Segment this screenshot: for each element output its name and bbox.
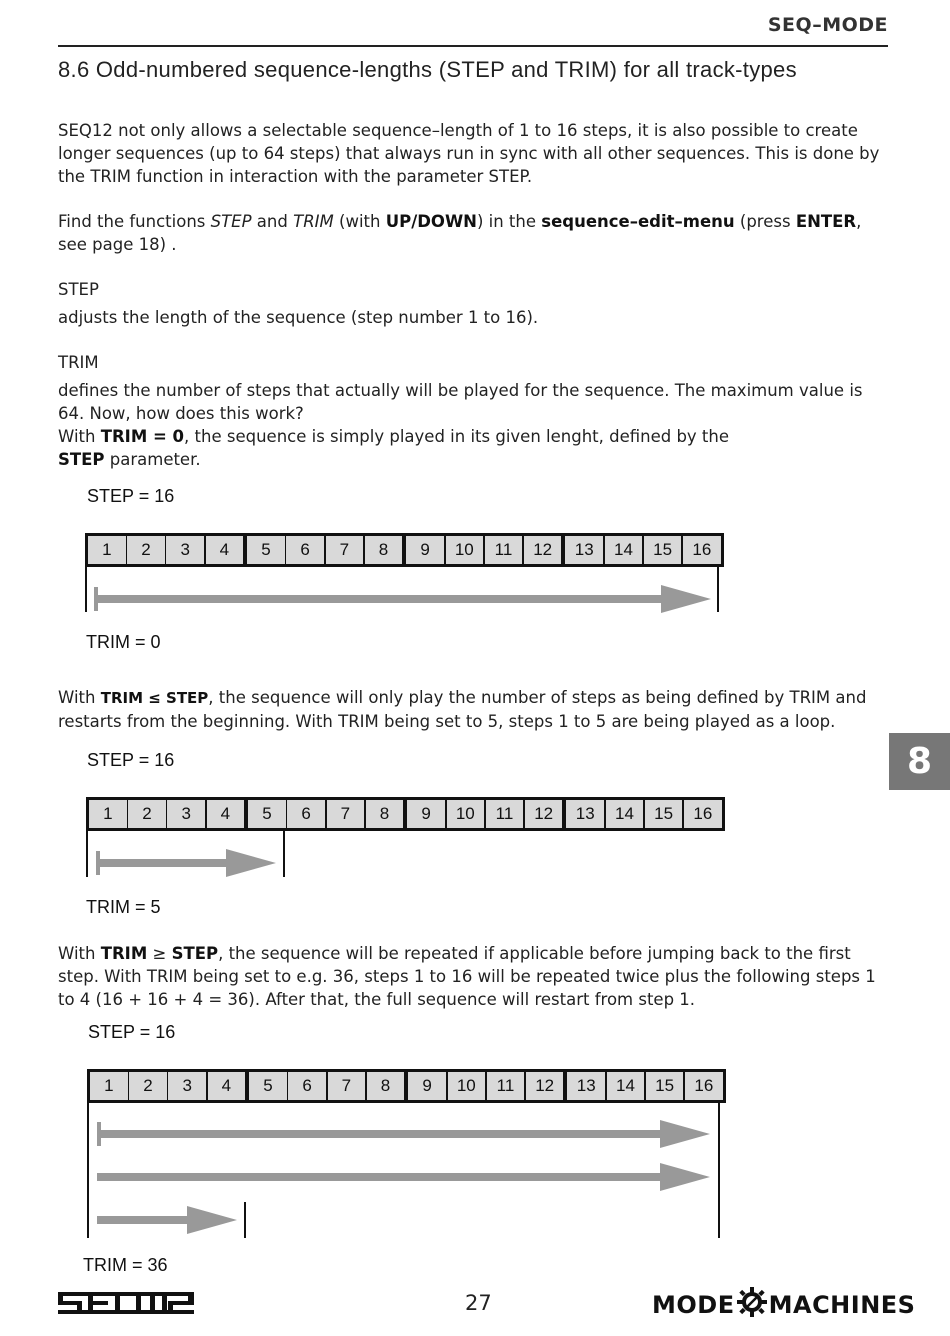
step-cell: 2 — [128, 800, 166, 828]
trim-le-text-1: With — [58, 688, 101, 707]
step-cell: 12 — [525, 800, 563, 828]
step-term: STEP — [58, 280, 99, 299]
step-cell: 13 — [566, 800, 604, 828]
modemachines-logo — [652, 1287, 915, 1323]
trim-zero-text-2: , the sequence is simply played in its given lenght, defined by the — [184, 427, 730, 446]
trim-term: TRIM — [58, 353, 99, 372]
step-cell: 14 — [605, 536, 643, 564]
find-text-6: , see page 18) . — [58, 212, 862, 254]
trim-zero-text-3: parameter. — [104, 450, 201, 469]
step-cell: 16 — [683, 536, 721, 564]
seq12-logo — [58, 1292, 194, 1314]
find-text-1: Find the functions — [58, 212, 211, 231]
step-cell: 5 — [249, 1072, 287, 1100]
step-cell: 1 — [89, 800, 127, 828]
step-cell: 10 — [447, 800, 485, 828]
step-cell: 7 — [328, 1072, 366, 1100]
diagram1-left-line — [85, 564, 87, 612]
trim-ge-bold-step: STEP — [171, 944, 219, 963]
step-cell: 7 — [326, 536, 364, 564]
diagram3-step-label: STEP = 16 — [88, 1022, 176, 1042]
find-enter: ENTER — [795, 212, 857, 231]
find-paragraph — [58, 210, 893, 256]
step-cell: 4 — [207, 800, 245, 828]
step-cell: 5 — [248, 800, 286, 828]
find-text-2: and — [251, 212, 294, 231]
trim-zero-paragraph — [58, 425, 893, 471]
step-cell: 1 — [90, 1072, 128, 1100]
step-cell: 11 — [486, 800, 524, 828]
diagram1-step-label: STEP = 16 — [87, 486, 175, 506]
diagram2-play-arrow — [96, 849, 276, 877]
page-number: 27 — [465, 1291, 492, 1315]
step-cell: 10 — [448, 1072, 486, 1100]
gear-icon — [737, 1287, 767, 1323]
trim-le-bold: TRIM ≤ STEP — [100, 689, 209, 707]
diagram1-trim-label: TRIM = 0 — [86, 632, 161, 652]
step-cell: 2 — [129, 1072, 167, 1100]
step-cell: 10 — [446, 536, 484, 564]
step-cell: 8 — [365, 536, 403, 564]
trim-le-paragraph — [58, 686, 893, 733]
step-cell: 6 — [286, 536, 324, 564]
diagram3-play-arrow-1 — [97, 1120, 710, 1148]
step-cell: 9 — [406, 536, 444, 564]
diagram1-step-row — [85, 533, 724, 567]
step-cell: 14 — [606, 800, 644, 828]
diagram3-right-line — [718, 1100, 720, 1238]
step-cell: 13 — [567, 1072, 605, 1100]
diagram1-right-line — [717, 564, 719, 612]
step-cell: 4 — [208, 1072, 246, 1100]
step-cell: 6 — [288, 1072, 326, 1100]
step-cell: 3 — [167, 800, 205, 828]
step-cell: 4 — [206, 536, 244, 564]
intro-paragraph: SEQ12 not only allows a selectable sequence–length of 1 to 16 steps, it is also possible to create longer sequences (up to 64 steps) that always run in sync with all other sequences. This is done by the TRIM function in interaction with the parameter STEP. — [58, 121, 880, 186]
find-text-4: ) in the — [476, 212, 542, 231]
diagram2-step-row — [86, 797, 725, 831]
trim-ge-paragraph — [58, 942, 893, 1011]
diagram3-trim-label: TRIM = 36 — [83, 1255, 168, 1275]
step-cell: 8 — [366, 800, 404, 828]
trim-ge-text-3: , the sequence will be repeated if applicable before jumping back to the first step. With TRIM being set to e.g. 36, steps 1 to 16 will be repeated twice plus the following steps 1 to 4 (16 + 16 + 4 = 36). After that, the full sequence will restart from step 1. — [58, 944, 876, 1009]
step-definition: adjusts the length of the sequence (step number 1 to 16). — [58, 308, 539, 327]
section-title: 8.6 Odd-numbered sequence-lengths (STEP and TRIM) for all track-types — [58, 57, 797, 82]
trim-ge-text-1: With — [58, 944, 101, 963]
trim-zero-step-bold: STEP — [58, 450, 105, 469]
diagram3-play-arrow-2 — [97, 1163, 710, 1191]
step-cell: 11 — [485, 536, 523, 564]
step-cell: 16 — [684, 800, 722, 828]
find-updown: UP/DOWN — [385, 212, 477, 231]
step-cell: 12 — [524, 536, 562, 564]
trim-definition: defines the number of steps that actually will be played for the sequence. The maximum value is 64. Now, how does this work? — [58, 381, 863, 423]
trim-ge-bold-trim: TRIM — [100, 944, 148, 963]
step-cell: 6 — [287, 800, 325, 828]
trim-zero-text-1: With — [58, 427, 101, 446]
header-label: SEQ–MODE — [767, 14, 888, 36]
step-cell: 11 — [487, 1072, 525, 1100]
step-cell: 15 — [645, 800, 683, 828]
seq12-logo-mark — [58, 1292, 194, 1314]
diagram2-trim-end-line — [283, 828, 285, 877]
logo-mode-text: MODE — [652, 1291, 735, 1319]
diagram2-step-label: STEP = 16 — [87, 750, 175, 770]
chapter-tab: 8 — [889, 733, 950, 790]
diagram3-trim-end-line — [244, 1202, 246, 1238]
step-cell: 2 — [127, 536, 165, 564]
diagram3-play-arrow-3 — [97, 1206, 237, 1234]
find-text-3: (with — [333, 212, 386, 231]
step-cell: 9 — [408, 1072, 446, 1100]
step-cell: 3 — [168, 1072, 206, 1100]
header-rule — [58, 45, 888, 47]
find-step: STEP — [210, 212, 252, 231]
step-cell: 1 — [88, 536, 126, 564]
diagram1-play-arrow — [94, 585, 711, 613]
trim-le-text-2: , the sequence will only play the number of steps as being defined by TRIM and restarts from the beginning. With TRIM being set to 5, steps 1 to 5 are being played as a loop. — [58, 688, 867, 731]
step-cell: 14 — [607, 1072, 645, 1100]
diagram2-trim-label: TRIM = 5 — [86, 897, 161, 917]
diagram3-left-line — [87, 1100, 89, 1238]
step-cell: 16 — [685, 1072, 723, 1100]
step-cell: 8 — [367, 1072, 405, 1100]
step-cell: 7 — [327, 800, 365, 828]
logo-machines-text: MACHINES — [768, 1291, 916, 1319]
trim-zero-bold: TRIM = 0 — [100, 427, 185, 446]
step-cell: 5 — [247, 536, 285, 564]
diagram2-left-line — [86, 828, 88, 877]
step-cell: 15 — [646, 1072, 684, 1100]
diagram3-step-row — [87, 1069, 726, 1103]
step-cell: 12 — [526, 1072, 564, 1100]
trim-ge-symbol: ≥ — [147, 944, 172, 963]
find-trim: TRIM — [293, 212, 334, 231]
step-cell: 15 — [644, 536, 682, 564]
find-menu: sequence–edit–menu — [541, 212, 735, 231]
step-cell: 9 — [407, 800, 445, 828]
step-cell: 3 — [166, 536, 204, 564]
step-cell: 13 — [565, 536, 603, 564]
find-text-5: (press — [734, 212, 796, 231]
